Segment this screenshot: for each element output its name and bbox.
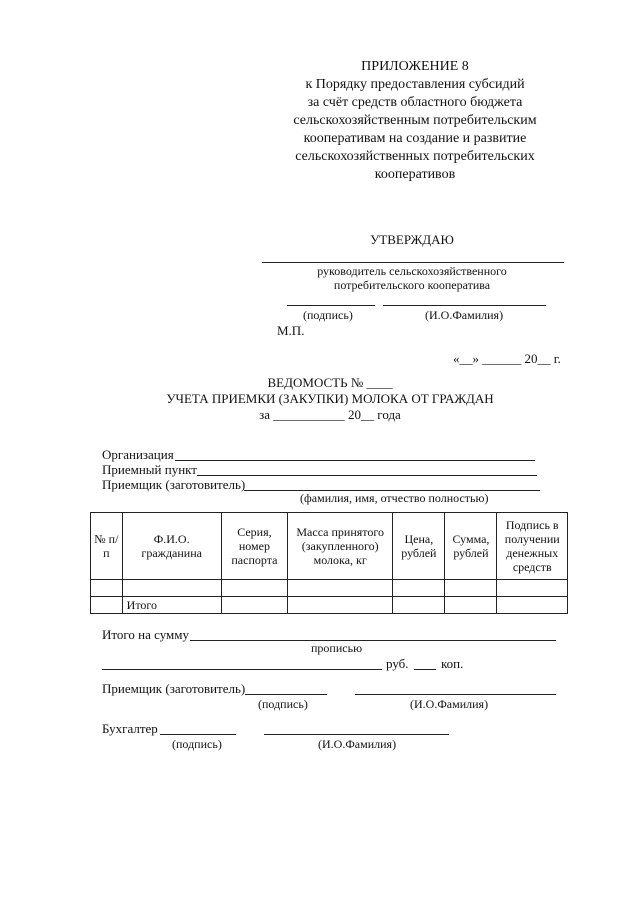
- signature-caption: (подпись): [258, 697, 308, 711]
- kop-field[interactable]: [414, 669, 436, 670]
- appendix-header: [250, 58, 580, 184]
- receiver-sign-label: Приемщик (заготовитель): [102, 681, 246, 696]
- reception-point-label: Приемный пункт: [102, 462, 197, 477]
- col-header-number: № п/п: [91, 513, 123, 580]
- approver-signature-line[interactable]: [262, 262, 564, 263]
- document-title: [100, 375, 560, 423]
- total-sum-words-field[interactable]: [102, 669, 382, 670]
- signature-caption: (подпись): [172, 737, 222, 751]
- receiver-label: Приемщик (заготовитель): [102, 477, 246, 492]
- col-header-name: Ф.И.О. гражданина: [122, 513, 221, 580]
- table-cell[interactable]: [221, 597, 287, 614]
- table-cell[interactable]: [91, 597, 123, 614]
- table-cell[interactable]: [445, 580, 497, 597]
- total-sum-field[interactable]: [190, 640, 556, 641]
- approver-position-line2: потребительского кооператива: [333, 278, 491, 292]
- appendix-line: за счёт средств областного бюджета: [307, 95, 523, 110]
- organization-field[interactable]: [175, 460, 535, 461]
- total-label: Итого: [122, 597, 221, 614]
- receiver-caption: (фамилия, имя, отчество полностью): [300, 491, 489, 505]
- title-line3: за ___________ 20__ года: [259, 407, 401, 422]
- col-header-passport: Серия, номер паспорта: [221, 513, 287, 580]
- accountant-name-field[interactable]: [264, 734, 449, 735]
- table-cell[interactable]: [288, 597, 393, 614]
- organization-label: Организация: [102, 447, 174, 462]
- name-caption: (И.О.Фамилия): [318, 737, 397, 751]
- col-header-price: Цена, рублей: [393, 513, 445, 580]
- appendix-line: ПРИЛОЖЕНИЕ 8: [361, 59, 469, 74]
- appendix-line: сельскохозяйственным потребительским: [293, 113, 537, 128]
- milk-intake-table: [90, 512, 568, 614]
- rub-label: руб.: [386, 656, 409, 671]
- in-words-caption: прописью: [311, 641, 363, 655]
- appendix-line: сельскохозяйственных потребительских: [295, 149, 535, 164]
- appendix-line: кооперативам на создание и развитие: [303, 131, 527, 146]
- col-header-sum: Сумма, рублей: [445, 513, 497, 580]
- table-cell[interactable]: [122, 580, 221, 597]
- approval-date[interactable]: «__» ______ 20__ г.: [453, 351, 561, 366]
- approver-name-field[interactable]: [383, 305, 546, 306]
- total-row: [91, 597, 568, 614]
- approver-signature-field[interactable]: [287, 305, 375, 306]
- col-header-mass: Масса принятого (закупленного) молока, кг: [288, 513, 393, 580]
- signature-caption: (подпись): [303, 308, 353, 322]
- stamp-label: М.П.: [277, 323, 305, 338]
- name-caption: (И.О.Фамилия): [425, 308, 504, 322]
- name-caption: (И.О.Фамилия): [410, 697, 489, 711]
- table-cell[interactable]: [393, 597, 445, 614]
- table-row: [91, 580, 568, 597]
- approver-position-line1: руководитель сельскохозяйственного: [317, 264, 507, 278]
- receiver-sign-field[interactable]: [245, 694, 327, 695]
- appendix-line: кооперативов: [374, 167, 456, 182]
- appendix-line: к Порядку предоставления субсидий: [305, 77, 525, 92]
- accountant-label: Бухгалтер: [102, 721, 158, 736]
- reception-point-field[interactable]: [197, 475, 537, 476]
- accountant-sign-field[interactable]: [160, 734, 236, 735]
- kop-label: коп.: [441, 656, 464, 671]
- table-cell[interactable]: [288, 580, 393, 597]
- col-header-signature: Подпись в получении денежных средств: [497, 513, 568, 580]
- table-cell[interactable]: [393, 580, 445, 597]
- table-cell[interactable]: [497, 580, 568, 597]
- approve-heading: УТВЕРЖДАЮ: [370, 232, 454, 247]
- table-cell[interactable]: [445, 597, 497, 614]
- table-cell[interactable]: [497, 597, 568, 614]
- table-cell[interactable]: [91, 580, 123, 597]
- table-cell[interactable]: [221, 580, 287, 597]
- total-sum-label: Итого на сумму: [102, 627, 190, 642]
- title-line1: ВЕДОМОСТЬ № ____: [267, 375, 393, 390]
- title-line2: УЧЕТА ПРИЕМКИ (ЗАКУПКИ) МОЛОКА ОТ ГРАЖДАН: [166, 391, 494, 406]
- receiver-name-field[interactable]: [355, 694, 556, 695]
